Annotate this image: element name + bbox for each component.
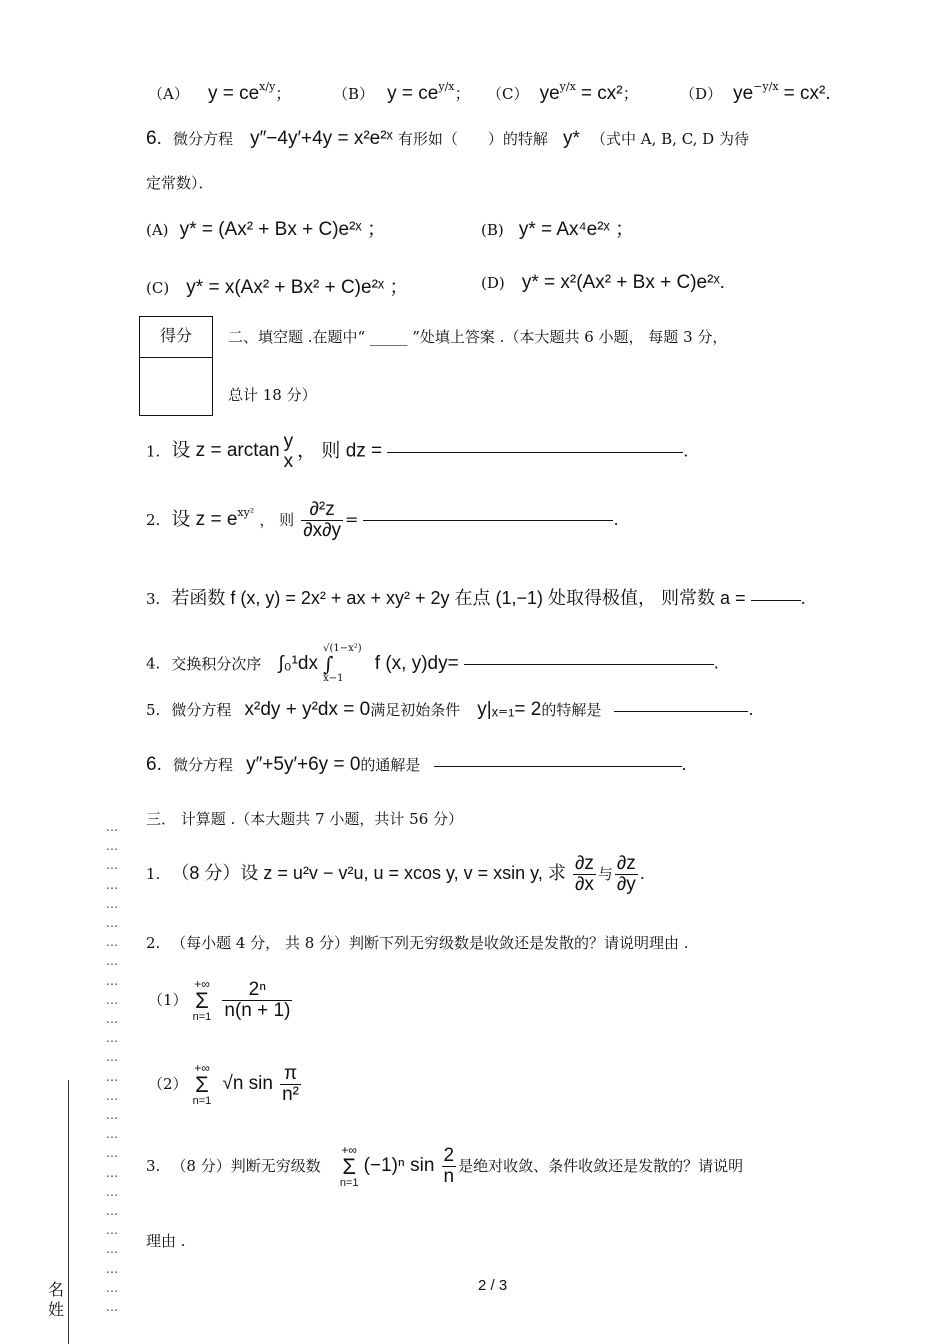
fill-question-2: 2. 设 $z = e^{xy^2}$ ， 则 $\frac{\text{∂²z}}{\partial x\partial y}$ = .	[146, 499, 619, 541]
fill-question-6: 6. 微分方程 y″+5y′+6y = 0的通解是 .	[146, 754, 687, 775]
section3-title: 三． 计算题 .（本大题共 7 小题，共计 56 分）	[146, 810, 464, 828]
fill-question-3: 3. 若函数 f (x, y) = 2x² + ax + xy² + 2y 在点 (1,−1) 处取得极值， 则常数 a = .	[146, 588, 806, 608]
score-box	[139, 316, 213, 416]
binding-line	[68, 1080, 69, 1344]
calc-question-1: 1. （8 分）设 z = u²v − v²u, u = xcos y, v = xsin y, 求 $\frac{\partial z}{\partial x}$ 与 $\frac{\partial z}{\partial y}$ .	[146, 853, 645, 895]
q6-option-a: (A) y* = (Ax² + Bx + C)e²ˣ ；	[146, 219, 386, 240]
q5-option-d: （D） $ye^{-y/x} = cx^2$.	[680, 80, 831, 104]
q6-option-d: (D) y* = x²(Ax² + Bx + C)e²ˣ.	[481, 272, 725, 293]
q6-question-line2: 定常数）．	[146, 174, 214, 192]
section2-title-line2: 总计 18 分）	[228, 386, 317, 404]
calc-question-3-line2: 理由 .	[146, 1232, 186, 1250]
name-label: 名 姓	[48, 1280, 65, 1319]
fill-question-5: 5. 微分方程 x²dy + y²dx = 0满足初始条件 y|ₓ₌₁= 2的特解是 .	[146, 699, 754, 720]
q6-option-c: (C) y* = x(Ax² + Bx² + C)e²ˣ ；	[146, 277, 409, 298]
fill-question-4: 4. 交换积分次序 ∫₀¹dx √(1−x²) ∫ x−1 f (x, y)dy= .	[146, 643, 719, 684]
q5-option-b: （B） $y = ce^{y/x}$；	[333, 80, 471, 104]
calc-question-2: 2. （每小题 4 分， 共 8 分）判断下列无穷级数是收敛还是发散的？请说明理由 .	[146, 934, 689, 952]
q5-option-c: （C） $ye^{y/x} = cx^2$；	[487, 80, 639, 104]
calc-question-3: 3. （8 分）判断无穷级数 +∞ Σ n=1 (−1)ⁿ sin $\frac{2}{n}$ 是绝对收敛、条件收敛还是发散的？请说明	[146, 1143, 744, 1189]
section2-title: 二、填空题 .在题中“ _____ ”处填上答案 .（本大题共 6 小题， 每题 3 分，	[228, 328, 728, 346]
series-1: （1） +∞ Σ n=1 $\frac{\text{2ⁿ}}{n(n + 1)}$	[148, 977, 291, 1023]
series-2: （2） +∞ Σ n=1 √n sin $\frac{\pi}{\text{n²}}$	[148, 1061, 299, 1107]
page-number: 2 / 3	[478, 1277, 508, 1294]
binding-dots: … … … … … … … … … … … … … … … … … … … … … … … … … …	[106, 820, 118, 1315]
score-label: 得分	[140, 317, 212, 358]
q6-question: 6. 微分方程 y″−4y′+4y = x²e²ˣ 有形如（ ）的特解 y* （式中 A, B, C, D 为待	[146, 128, 749, 149]
q5-option-a: （A） $y = ce^{x/y}$；	[148, 80, 292, 104]
q6-option-b: (B) y* = Ax⁴e²ˣ ；	[481, 219, 635, 240]
fill-question-1: 1. 设 z = arctan y x ， 则 dz = .	[146, 431, 689, 472]
